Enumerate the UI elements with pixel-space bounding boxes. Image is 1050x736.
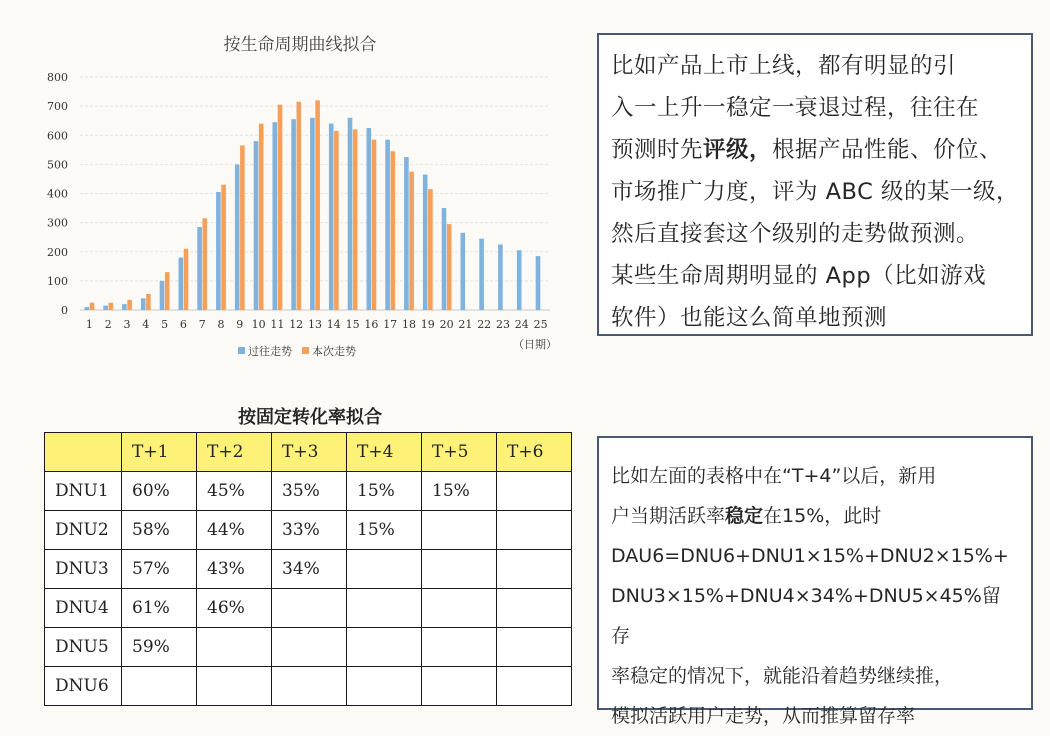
table-row xyxy=(45,589,572,628)
table-cell: 57% xyxy=(122,550,197,589)
table-cell xyxy=(122,667,197,706)
table-cell: 33% xyxy=(272,511,347,550)
bar-current xyxy=(109,303,114,310)
table-row-label: DNU4 xyxy=(45,589,122,628)
legend-label: 过往走势 xyxy=(248,345,292,358)
x-tick-label: 6 xyxy=(179,318,187,331)
table-title: 按固定转化率拟合 xyxy=(238,407,382,428)
x-tick-label: 2 xyxy=(104,318,112,331)
x-tick-label: 10 xyxy=(251,318,266,331)
table-cell: 59% xyxy=(122,628,197,667)
bar-current xyxy=(409,172,414,310)
table-cell: 15% xyxy=(347,511,422,550)
bar-current xyxy=(165,272,170,310)
table-cell: 44% xyxy=(197,511,272,550)
table-header-row xyxy=(45,433,572,472)
table-row xyxy=(45,472,572,511)
x-tick-label: 4 xyxy=(142,318,150,331)
table-row xyxy=(45,511,572,550)
table-cell: 46% xyxy=(197,589,272,628)
bar-current xyxy=(353,129,358,310)
table-cell: 58% xyxy=(122,511,197,550)
bar-current xyxy=(428,189,433,310)
x-tick-label: 1 xyxy=(85,318,93,331)
bar-past xyxy=(536,256,541,310)
x-tick-label: 16 xyxy=(364,318,379,331)
y-tick-label: 500 xyxy=(47,158,68,172)
table-cell: 15% xyxy=(422,472,497,511)
table-cell xyxy=(272,628,347,667)
table-row xyxy=(45,628,572,667)
note1-line2: 入一上升一稳定一衰退过程，往往在 xyxy=(611,95,980,121)
bar-past xyxy=(348,118,353,310)
x-tick-label: 20 xyxy=(439,318,454,331)
bar-past xyxy=(461,233,466,310)
lifecycle-chart-svg xyxy=(30,30,570,375)
dau-note-box xyxy=(597,436,1033,727)
x-tick-label: 5 xyxy=(161,318,169,331)
table-row-label: DNU2 xyxy=(45,511,122,550)
table-cell xyxy=(347,667,422,706)
table-row-label: DNU5 xyxy=(45,628,122,667)
bar-past xyxy=(423,175,428,310)
table-cell xyxy=(497,589,572,628)
bar-current xyxy=(315,100,320,310)
bar-current xyxy=(391,151,396,310)
table-cell xyxy=(347,628,422,667)
x-tick-label: 14 xyxy=(326,318,341,331)
bar-past xyxy=(291,119,296,310)
x-tick-label: 12 xyxy=(289,318,304,331)
lifecycle-note-box xyxy=(597,33,1033,336)
bar-current xyxy=(221,185,226,310)
bar-past xyxy=(498,244,503,310)
bar-current xyxy=(240,145,245,310)
y-tick-label: 0 xyxy=(61,304,68,317)
table-cell xyxy=(422,511,497,550)
lifecycle-chart xyxy=(30,30,570,375)
bar-past xyxy=(385,140,390,310)
table-cell: 15% xyxy=(347,472,422,511)
x-tick-label: 17 xyxy=(383,318,398,331)
table-cell xyxy=(347,589,422,628)
bar-past xyxy=(179,258,184,310)
x-tick-label: 13 xyxy=(308,318,322,331)
y-tick-label: 800 xyxy=(47,71,68,84)
table-row-label: DNU3 xyxy=(45,550,122,589)
x-tick-label: 22 xyxy=(477,318,492,331)
table-cell xyxy=(422,589,497,628)
note1-line1: 比如产品上市上线，都有明显的引 xyxy=(611,53,957,79)
table-cell xyxy=(497,667,572,706)
table-cell xyxy=(272,589,347,628)
y-tick-label: 600 xyxy=(47,129,68,143)
table-cell xyxy=(497,511,572,550)
table-cell xyxy=(497,628,572,667)
bar-past xyxy=(517,250,522,310)
y-tick-label: 300 xyxy=(47,216,68,230)
note2-line6: 模拟活跃用户走势，从而推算留存率 xyxy=(611,705,916,727)
table-cell xyxy=(197,667,272,706)
bar-past xyxy=(310,118,315,310)
bar-current xyxy=(127,300,132,310)
bar-past xyxy=(122,304,127,310)
y-tick-label: 400 xyxy=(47,187,68,201)
table-cell: 34% xyxy=(272,550,347,589)
table-cell xyxy=(422,550,497,589)
note2-line2-bold: 稳定 xyxy=(725,505,764,527)
note1-line4: 市场推广力度，评为 ABC 级的某一级， xyxy=(611,179,1019,205)
bar-past xyxy=(404,157,409,310)
note1-line6: 某些生命周期明显的 App（比如游戏 xyxy=(611,263,987,289)
note1-line3-pre: 预测时先 xyxy=(611,137,704,163)
legend-swatch xyxy=(302,347,309,354)
table-row xyxy=(45,550,572,589)
bar-past xyxy=(235,164,240,310)
y-tick-label: 700 xyxy=(47,100,68,114)
x-tick-label: 18 xyxy=(402,318,416,331)
note2-line2 xyxy=(611,496,1019,536)
table-header-cell: T+4 xyxy=(347,433,422,472)
note2-line2-pre: 户当期活跃率 xyxy=(611,505,726,527)
table-cell xyxy=(197,628,272,667)
note1-line3-post: 根据产品性能、价位、 xyxy=(772,137,1003,163)
table-header-cell: T+5 xyxy=(422,433,497,472)
table-header-cell xyxy=(45,433,122,472)
note2-line1: 比如左面的表格中在“T+4”以后，新用 xyxy=(611,465,937,487)
table-header-cell: T+2 xyxy=(197,433,272,472)
table-cell: 35% xyxy=(272,472,347,511)
x-tick-label: 9 xyxy=(236,318,244,331)
bar-past xyxy=(367,128,372,310)
table-cell: 61% xyxy=(122,589,197,628)
x-tick-label: 11 xyxy=(270,318,285,331)
bar-past xyxy=(254,141,259,310)
table-row-label: DNU1 xyxy=(45,472,122,511)
table-cell: 45% xyxy=(197,472,272,511)
table-cell xyxy=(272,667,347,706)
bar-current xyxy=(146,294,151,310)
bar-past xyxy=(103,306,108,310)
note2-line2-post: 在15%，此时 xyxy=(763,505,882,527)
x-tick-label: 23 xyxy=(496,318,510,331)
bar-past xyxy=(329,124,334,310)
bar-past xyxy=(160,281,165,310)
x-tick-label: 8 xyxy=(217,318,225,331)
table-header-cell: T+6 xyxy=(497,433,572,472)
table-row-label: DNU6 xyxy=(45,667,122,706)
bar-past xyxy=(197,227,202,310)
x-tick-label: 21 xyxy=(458,318,473,331)
x-tick-label: 25 xyxy=(533,318,548,331)
note1-line7: 软件）也能这么简单地预测 xyxy=(611,305,888,331)
table-cell xyxy=(497,550,572,589)
note1-line3 xyxy=(611,129,1019,171)
table-header-cell: T+3 xyxy=(272,433,347,472)
x-tick-label: 24 xyxy=(514,318,529,331)
bar-current xyxy=(372,140,377,310)
bar-current xyxy=(447,224,452,310)
x-axis-label: （日期） xyxy=(513,338,557,351)
bar-current xyxy=(203,218,208,310)
table-row xyxy=(45,667,572,706)
bar-past xyxy=(479,239,484,310)
table-cell: 60% xyxy=(122,472,197,511)
bar-current xyxy=(259,124,264,310)
bar-current xyxy=(297,102,302,310)
bar-past xyxy=(85,307,90,310)
table-cell xyxy=(347,550,422,589)
table-cell xyxy=(422,628,497,667)
x-tick-label: 19 xyxy=(420,318,435,331)
note2-line3: DAU6=DNU6+DNU1×15%+DNU2×15%+ xyxy=(611,545,1009,567)
x-tick-label: 3 xyxy=(123,318,131,331)
table-cell xyxy=(497,472,572,511)
table-cell xyxy=(422,667,497,706)
bar-past xyxy=(273,122,278,310)
x-tick-label: 15 xyxy=(345,318,360,331)
legend-swatch xyxy=(238,347,245,354)
table-header-cell: T+1 xyxy=(122,433,197,472)
retention-table xyxy=(44,432,572,706)
y-tick-label: 200 xyxy=(47,245,68,259)
x-tick-label: 7 xyxy=(198,318,206,331)
bar-past xyxy=(216,192,221,310)
note1-line3-bold: 评级， xyxy=(703,137,773,163)
bar-past xyxy=(442,208,447,310)
table-cell: 43% xyxy=(197,550,272,589)
note1-line5: 然后直接套这个级别的走势做预测。 xyxy=(611,221,980,247)
chart-title: 按生命周期曲线拟合 xyxy=(223,35,377,55)
note2-line5: 率稳定的情况下，就能沿着趋势继续推， xyxy=(611,665,954,687)
bar-current xyxy=(90,303,95,310)
bar-current xyxy=(278,105,283,310)
bar-current xyxy=(184,249,189,310)
y-tick-label: 100 xyxy=(47,274,68,288)
note2-line4: DNU3×15%+DNU4×34%+DNU5×45%留存 xyxy=(611,585,1001,647)
bar-past xyxy=(141,298,146,310)
bar-current xyxy=(334,131,339,310)
legend-label: 本次走势 xyxy=(312,345,356,358)
